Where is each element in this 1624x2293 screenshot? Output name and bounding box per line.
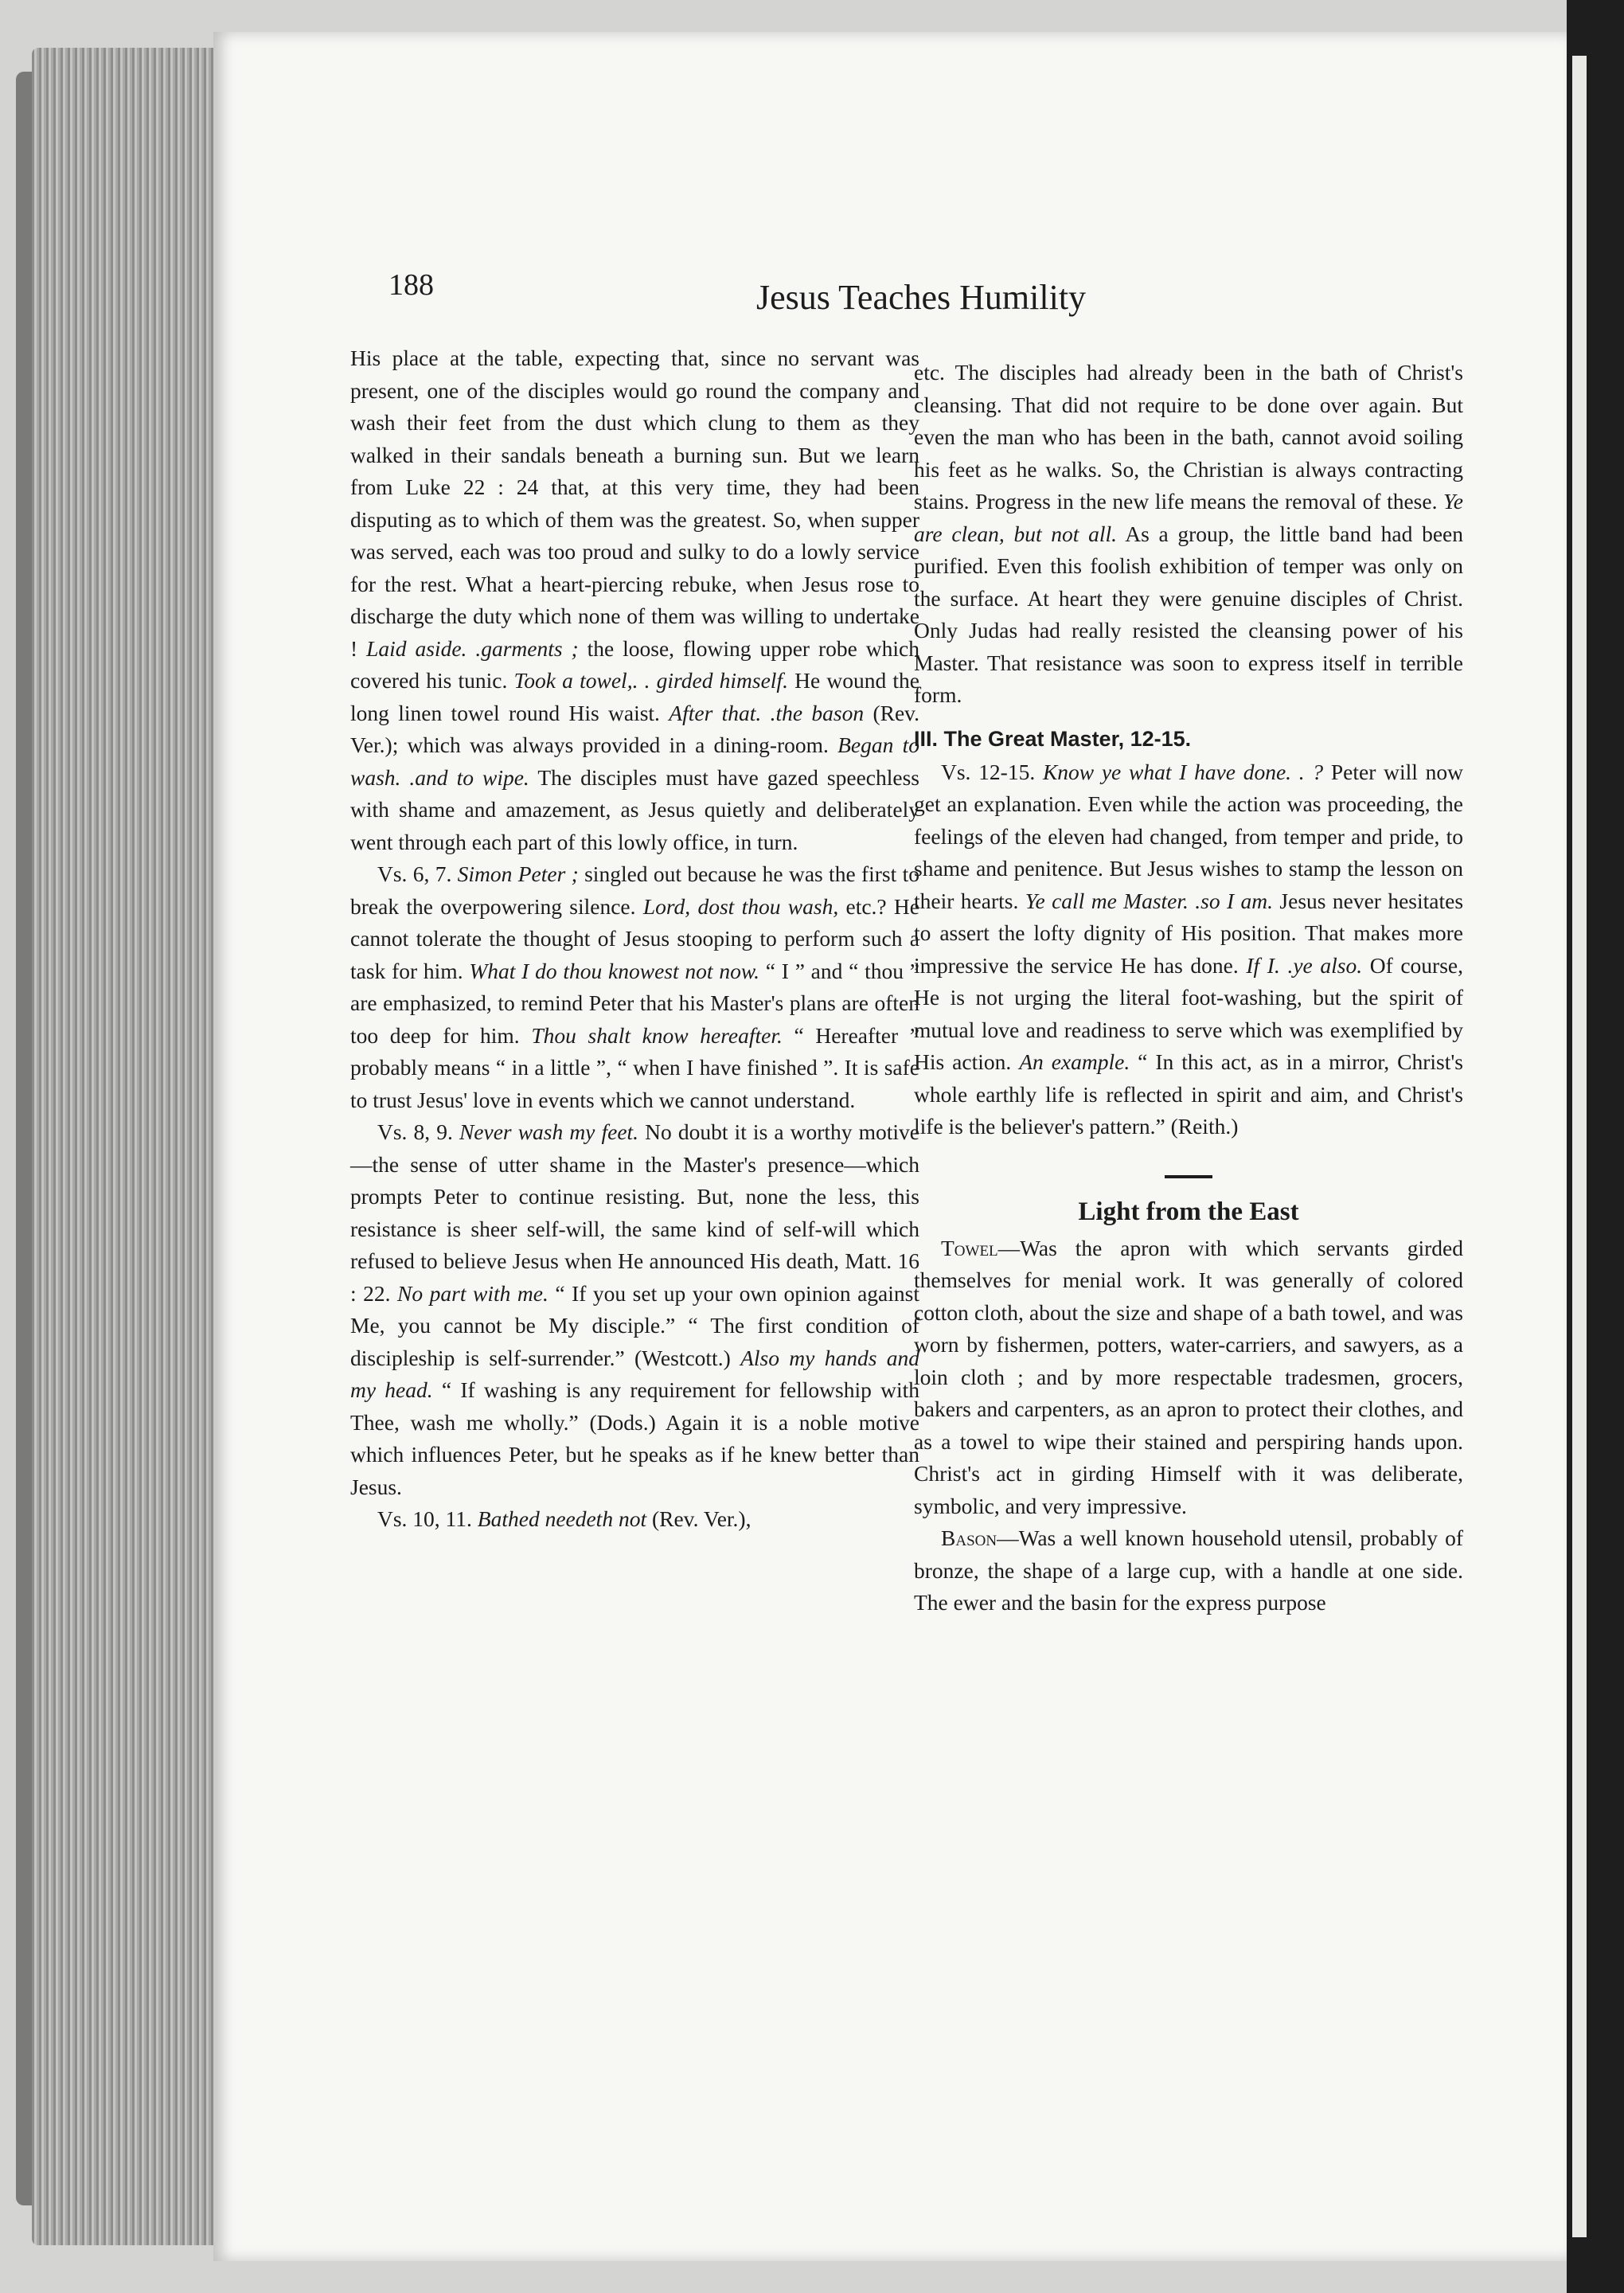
paragraph: Vs. 6, 7. Simon Peter ; singled out because he was the first to break the overpowering silence. Lord, dost thou wash, etc.? He cannot tolerate the thought of Jesus stooping to perform such a task for him. What I do thou knowest not now. “ I ” and “ thou ” are emphasized, to remind Peter that his Master's plans are often too deep for him. Thou shalt know hereafter. “ Hereafter ” probably means “ in a little ”, “ when I have finished ”. It is safe to trust Jesus' love in events which we cannot understand. [350, 861, 920, 1112]
paragraph: Vs. 8, 9. Never wash my feet. No doubt it is a worthy motive—the sense of utter shame in the Master's presence—which prompts Peter to continue resisting. But, none the less, this resistance is sheer self-will, the same kind of self-will which refused to believe Jesus when He announced His death, Matt. 16 : 22. No part with me. “ If you set up your own opinion against Me, you cannot be My disciple.” “ The first condition of discipleship is self-surrender.” (Westcott.) Also my hands and my head. “ If washing is any requirement for fellowship with Thee, wash me wholly.” (Dods.) Again it is a noble motive which influences Peter, but he speaks as if he knew better than Jesus. [350, 1119, 920, 1499]
left-column [350, 342, 919, 1536]
paragraph: Bason—Was a well known household utensil, probably of bronze, the shape of a large cup, with a handle at one side. The ewer and the basin for the express purpose [914, 1525, 1463, 1615]
next-page-edge [1572, 56, 1587, 2237]
paragraph: His place at the table, expecting that, since no servant was present, one of the disciples would go round the company and wash their feet from the dust which clung to them as they walked in their sandals beneath a burning sun. But we learn from Luke 22 : 24 that, at this very time, they had been disputing as to which of them was the greatest. So, when supper was served, each was too proud and sulky to do a lowly service for the rest. What a heart-piercing rebuke, when Jesus rose to discharge the duty which none of them was willing to undertake ! Laid aside. .garments ; the loose, flowing upper robe which covered his tunic. Took a towel,. . girded himself. He wound the long linen towel round His waist. After that. .the bason (Rev. Ver.); which was always provided in a dining-room. Began to wash. .and to wipe. The disciples must have gazed speechless with shame and amazement, as Jesus quietly and deliberately went through each part of this lowly office, in turn. [350, 346, 920, 854]
section-heading: III. The Great Master, 12-15. [914, 726, 1192, 751]
book-page-edges [32, 48, 223, 2245]
term: Towel [941, 1235, 998, 1260]
divider-rule [1165, 1175, 1212, 1178]
box-heading: Light from the East [1078, 1197, 1299, 1226]
right-column [914, 357, 1463, 1619]
paragraph: Vs. 10, 11. Bathed needeth not (Rev. Ver.), [377, 1506, 751, 1531]
paragraph: Towel—Was the apron with which servants girded themselves for menial work. It was generally of colored cotton cloth, about the size and shape of a bath towel, and was worn by fishermen, potters, water-carriers, and sawyers, as a loin cloth ; and by more respectable tradesmen, grocers, bakers and carpenters, as an apron to protect their clothes, and as a towel to wipe their stained and perspiring hands upon. Christ's act in girding Himself with it was deliberate, symbolic, and very impressive. [914, 1235, 1463, 1518]
page-number: 188 [388, 268, 434, 302]
term: Bason [941, 1525, 997, 1550]
paragraph: etc. The disciples had already been in the bath of Christ's cleansing. That did not require to be done over again. But even the man who has been in the bath, cannot avoid soiling his feet as he walks. So, the Christian is always contracting stains. Progress in the new life means the removal of these. Ye are clean, but not all. As a group, the little band had been purified. Even this foolish exhibition of temper was only on the surface. At heart they were genuine disciples of Christ. Only Judas had really resisted the cleansing power of his Master. That resistance was soon to express itself in terrible form. [914, 360, 1464, 707]
running-head: Jesus Teaches Humility [756, 278, 1087, 317]
paragraph: Vs. 12-15. Know ye what I have done. . ? Peter will now get an explanation. Even while the action was proceeding, the feelings of the eleven had changed, from temper and pride, to shame and penitence. But Jesus wishes to stamp the lesson on their hearts. Ye call me Master. .so I am. Jesus never hesitates to assert the lofty dignity of His position. That makes more impressive the service He has done. If I. .ye also. Of course, He is not urging the literal foot-washing, but the spirit of mutual love and readiness to serve which was exemplified by His action. An example. “ In this act, as in a mirror, Christ's whole earthly life is reflected in spirit and aim, and Christ's life is the believer's pattern.” (Reith.) [914, 759, 1464, 1139]
